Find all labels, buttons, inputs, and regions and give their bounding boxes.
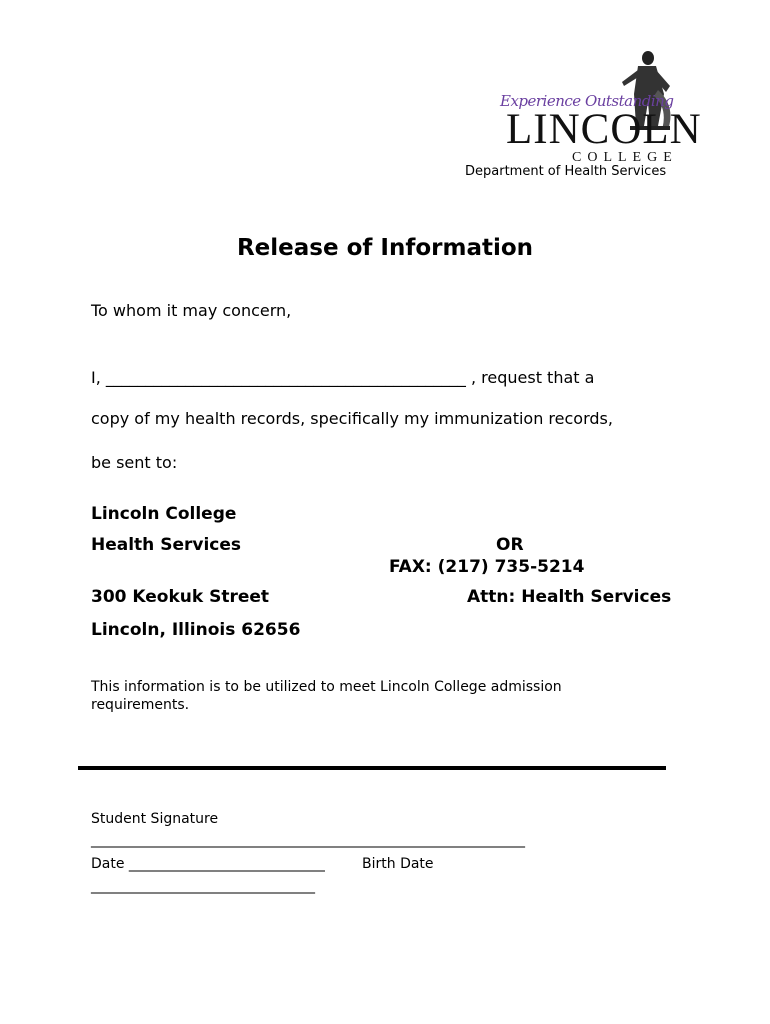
logo-tagline: Experience Outstanding	[500, 92, 674, 110]
purpose-line-1: This information is to be utilized to meet Lincoln College admission	[91, 679, 562, 695]
salutation: To whom it may concern,	[91, 301, 292, 320]
department-label: Department of Health Services	[465, 164, 667, 179]
or-label: OR	[496, 535, 524, 555]
sent-to-line: be sent to:	[91, 453, 178, 472]
purpose-line-2: requirements.	[91, 697, 190, 713]
birth-date-label: Birth Date	[362, 856, 434, 872]
address-line-2: Health Services	[91, 535, 241, 555]
address-line-1: Lincoln College	[91, 504, 237, 524]
page-title: Release of Information	[236, 235, 534, 261]
date-field: Date ____________________________	[91, 856, 325, 872]
address-line-4: Lincoln, Illinois 62656	[91, 620, 301, 640]
college-logo	[498, 46, 702, 170]
signature-line: ______________________________________________________________	[91, 832, 525, 848]
signature-label: Student Signature	[91, 811, 219, 827]
birth-date-line: ________________________________	[91, 878, 315, 894]
request-line: I, _____________________________________________ , request that a	[91, 368, 595, 387]
fax-number: FAX: (217) 735-5214	[389, 557, 585, 577]
divider-rule	[78, 766, 666, 770]
logo-subtitle: COLLEGE	[572, 150, 678, 165]
records-line: copy of my health records, specifically my immunization records,	[91, 409, 613, 428]
logo-name: LINCOLN	[506, 106, 702, 153]
attn-line: Attn: Health Services	[467, 587, 672, 607]
address-line-3: 300 Keokuk Street	[91, 587, 270, 607]
